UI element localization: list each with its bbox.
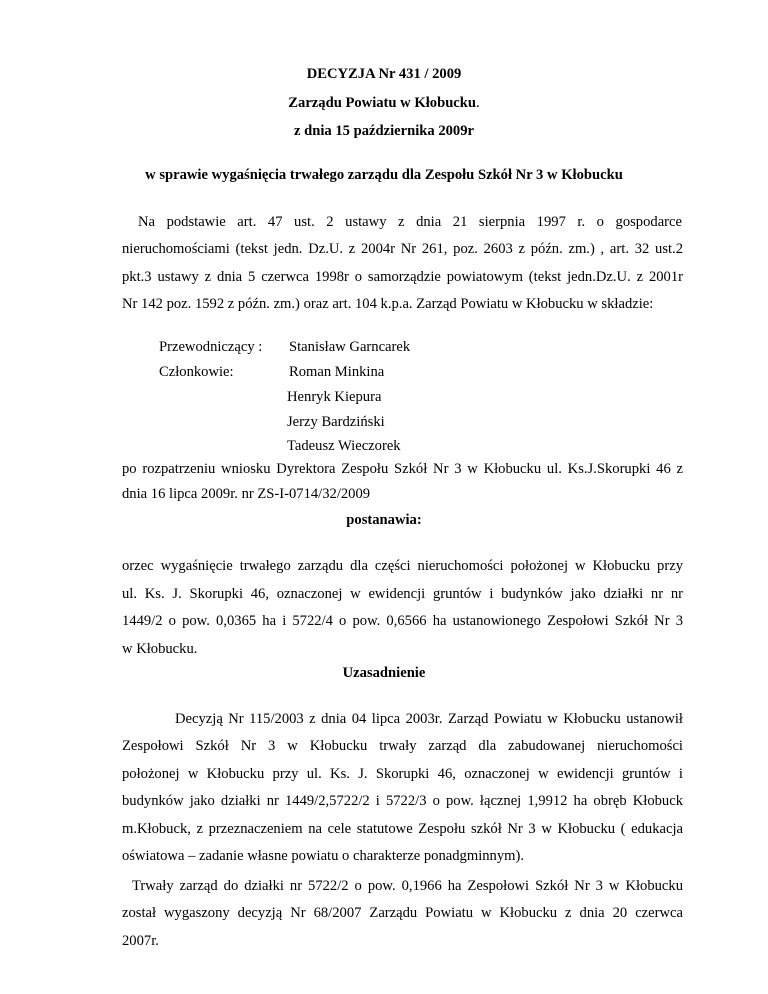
- justification-p2-line-2: został wygaszony decyzją Nr 68/2007 Zarządu Powiatu w Kłobucku z dnia 20 czerwca: [122, 905, 683, 921]
- justification-p2-line-1: Trwały zarząd do działki nr 5722/2 o pow. 0,1966 ha Zespołowi Szkół Nr 3 w Kłobucku: [132, 878, 683, 894]
- justification-heading: Uzasadnienie: [342, 665, 426, 681]
- request-line-2: dnia 16 lipca 2009r. nr ZS-I-0714/32/2009: [122, 486, 371, 502]
- issuer-line: [0, 95, 768, 112]
- chair-name: Stanisław Garncarek: [289, 339, 411, 355]
- intro-line-1: Na podstawie art. 47 ust. 2 ustawy z dnia 21 sierpnia 1997 r. o gospodarce: [138, 214, 682, 230]
- decision-line-1: orzec wygaśnięcie trwałego zarządu dla części nieruchomości położonej w Kłobucku przy: [122, 558, 683, 574]
- chair-label: Przewodniczący :: [159, 339, 263, 355]
- member-name: Jerzy Bardziński: [287, 414, 385, 430]
- justification-line-3: położonej w Kłobucku przy ul. Ks. J. Skorupki 46, oznaczonej w ewidencji gruntów i: [122, 766, 683, 782]
- decision-heading: postanawia:: [346, 512, 422, 528]
- justification-line-6: oświatowa – zadanie własne powiatu o charakterze ponadgminnym).: [122, 848, 524, 864]
- intro-line-4: Nr 142 poz. 1592 z późn. zm.) oraz art. 104 k.p.a. Zarząd Powiatu w Kłobucku w składzie:: [122, 296, 654, 312]
- decision-line-3: 1449/2 o pow. 0,0365 ha i 5722/4 o pow. 0,6566 ha ustanowionego Zespołowi Szkół Nr 3: [122, 613, 683, 629]
- intro-line-2: nieruchomościami (tekst jedn. Dz.U. z 2004r Nr 261, poz. 2603 z późn. zm.) , art. 32 ust.2: [122, 241, 683, 257]
- justification-line-4: budynków jako działki nr 1449/2,5722/2 i 5722/3 o pow. łącznej 1,9912 ha obręb Kłobuck: [122, 793, 683, 809]
- justification-line-2: Zespołowi Szkół Nr 3 w Kłobucku trwały zarząd dla zabudowanej nieruchomości: [122, 738, 683, 754]
- issuer-name: Zarządu Powiatu w Kłobucku: [288, 95, 477, 111]
- decision-title: DECYZJA Nr 431 / 2009: [306, 66, 462, 82]
- members-label: Członkowie:: [159, 364, 234, 380]
- justification-line-1: Decyzją Nr 115/2003 z dnia 04 lipca 2003r. Zarząd Powiatu w Kłobucku ustanowił: [175, 711, 683, 727]
- justification-p2-line-3: 2007r.: [122, 933, 159, 949]
- decision-date: z dnia 15 października 2009r: [294, 123, 474, 139]
- issuer-dot: .: [476, 95, 480, 111]
- decision-subject: w sprawie wygaśnięcia trwałego zarządu dla Zespołu Szkół Nr 3 w Kłobucku: [145, 167, 623, 183]
- member-name: Roman Minkina: [289, 364, 385, 380]
- member-name: Henryk Kiepura: [287, 389, 382, 405]
- justification-line-5: m.Kłobuck, z przeznaczeniem na cele statutowe Zespołu szkół Nr 3 w Kłobucku ( edukacja: [122, 821, 683, 837]
- request-line-1: po rozpatrzeniu wniosku Dyrektora Zespołu Szkół Nr 3 w Kłobucku ul. Ks.J.Skorupki 46 z: [122, 461, 683, 477]
- decision-line-2: ul. Ks. J. Skorupki 46, oznaczonej w ewidencji gruntów i budynków jako działki nr nr: [122, 586, 683, 602]
- member-name: Tadeusz Wieczorek: [287, 438, 401, 454]
- decision-line-4: w Kłobucku.: [122, 641, 198, 657]
- intro-line-3: pkt.3 ustawy z dnia 5 czerwca 1998r o samorządzie powiatowym (tekst jedn.Dz.U. z 2001r: [122, 269, 683, 285]
